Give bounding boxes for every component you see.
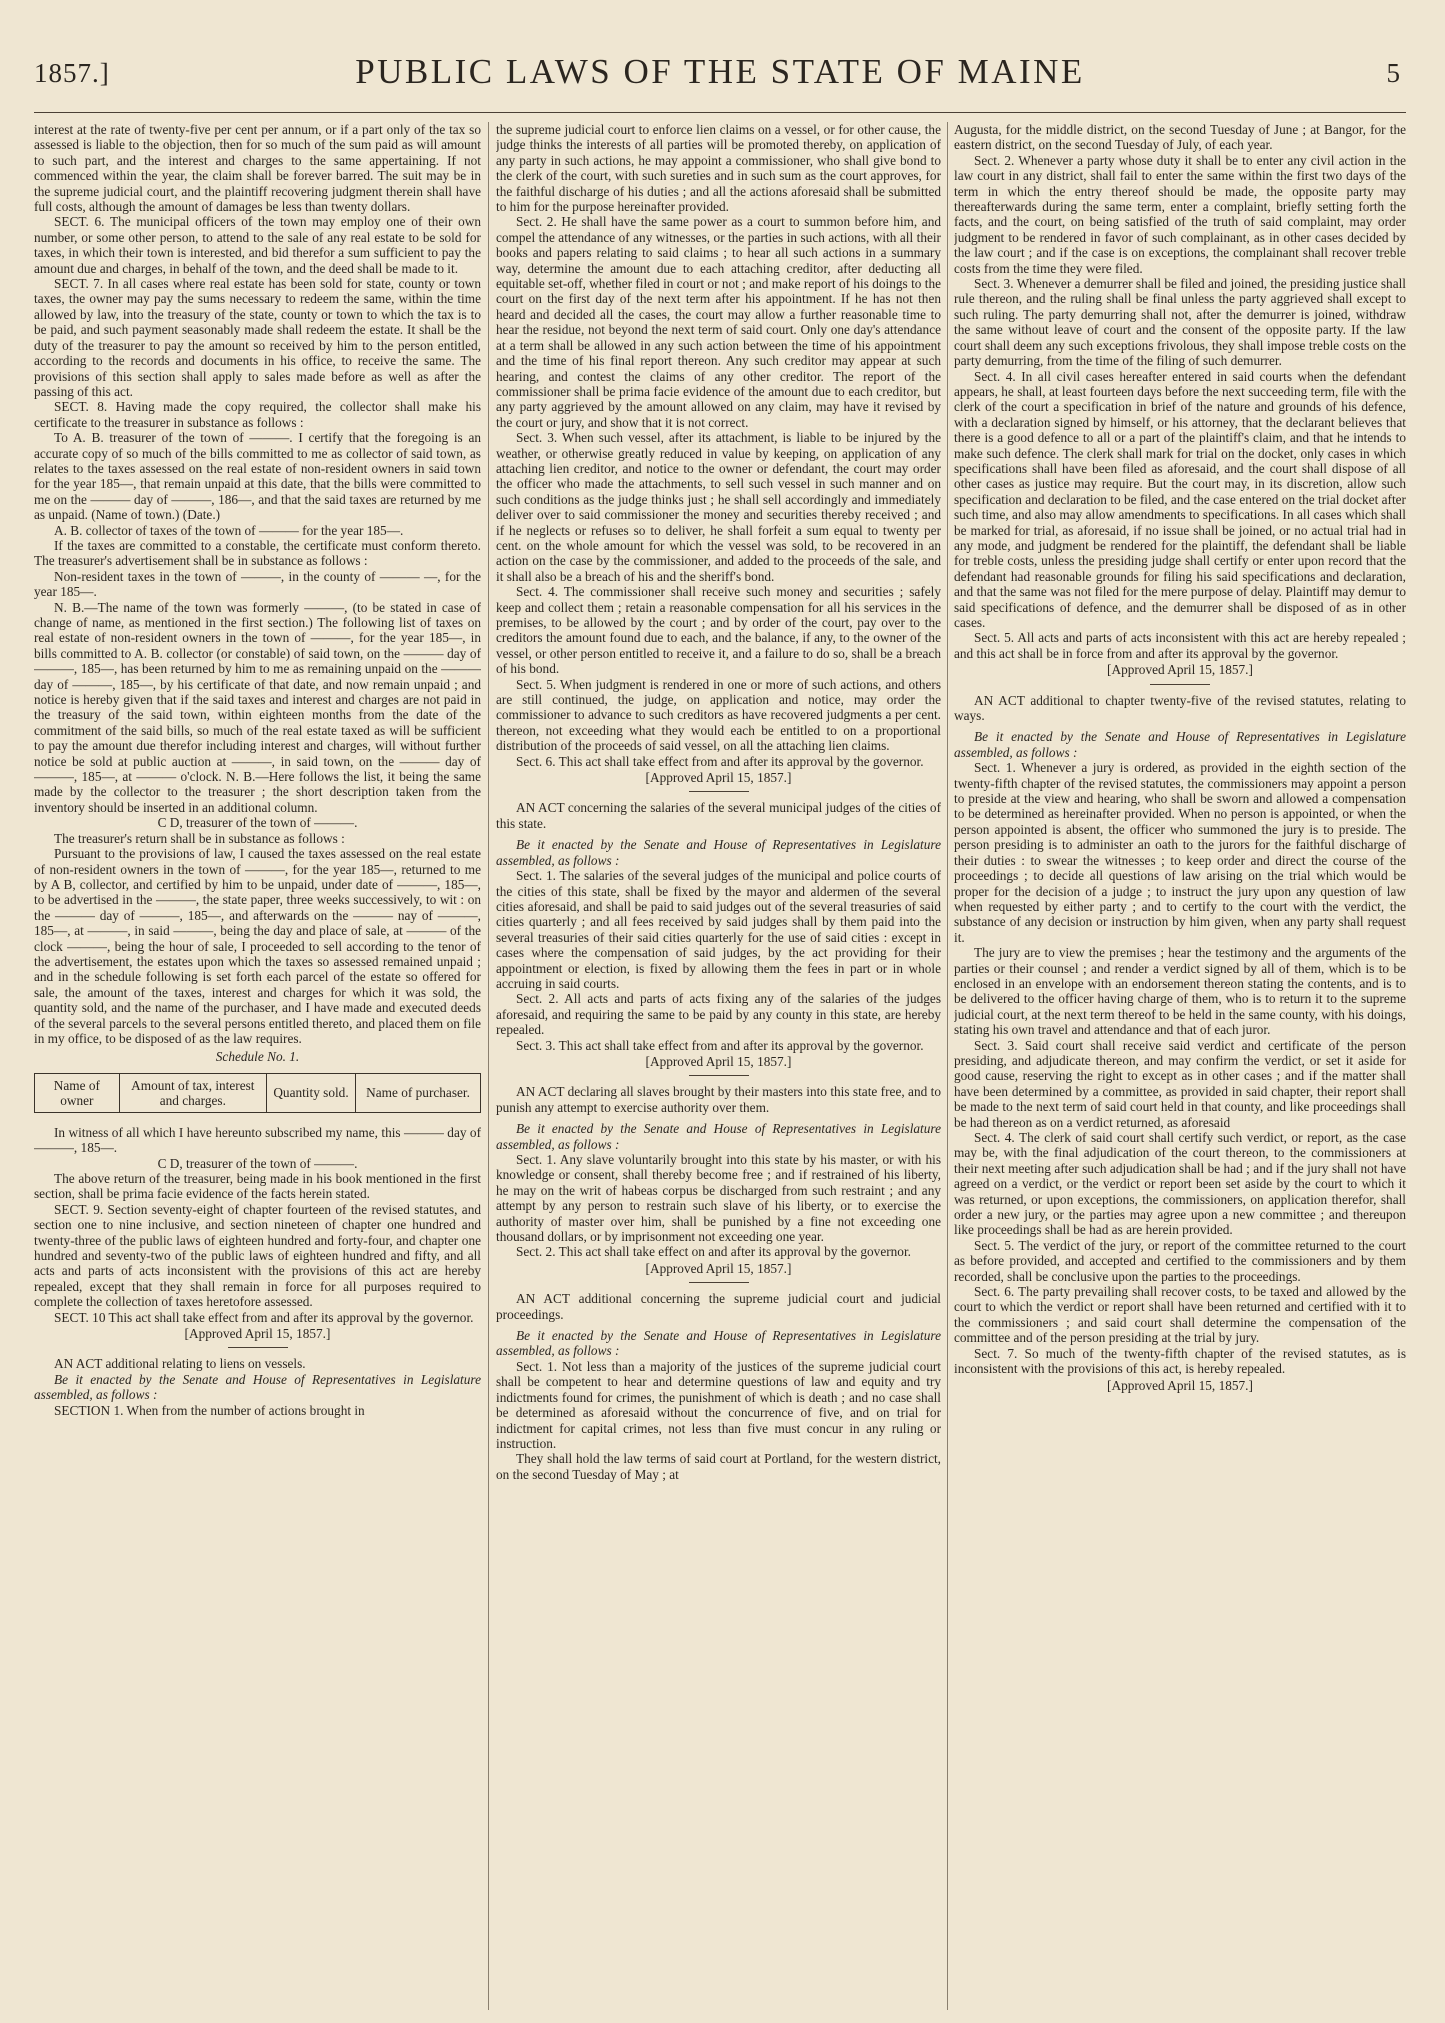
header-year: 1857.] (34, 58, 110, 88)
act-title: AN ACT additional relating to liens on vessels. (54, 1356, 306, 1372)
enacting-clause: Be it enacted by the Senate and House of Representatives in Legislature assembled, as follows : (954, 729, 1406, 760)
schedule-header-cell: Name of owner (35, 1073, 120, 1112)
paragraph: Sect. 1. Whenever a jury is ordered, as provided in the eighth section of the twenty-fifth chapter of the revised statutes, the commissioners may appoint a person to preside at the view and hearing, who shall be sworn and allowed a compensation to be determined as hereinafter provided. When no person is appointed, or when the person appointed is absent, the officer who summoned the jury is to preside. The person presiding is to administer an oath to the jurors for the faithful discharge of their duties : to swear the witnesses ; to keep order and direct the course of the proceedings ; to decide all questions of law arising on the trial which would be proper for the decision of a judge ; to instruct the jury upon any question of law when requested by either party ; and to certify to the court with the verdict, the substance of any decision or instruction by him given, when any party shall request it. (954, 760, 1406, 945)
schedule-header-cell: Quantity sold. (266, 1073, 355, 1112)
paragraph: They shall hold the law terms of said court at Portland, for the western district, on the second Tuesday of May ; at (496, 1451, 941, 1482)
paragraph: Sect. 2. This act shall take effect on and after its approval by the governor. (516, 1244, 911, 1260)
enacting-clause: Be it enacted by the Senate and House of Representatives in Legislature assembled, as follows : (496, 837, 941, 868)
paragraph: SECT. 6. The municipal officers of the town may employ one of their own number, or some other person, to attend to the sale of any real estate to be sold for taxes, in which their town is interested, and bid therefor a sum sufficient to pay the amount due and charges, in behalf of the town, and the deed shall be made to it. (34, 214, 481, 276)
paragraph: Sect. 3. Said court shall receive said verdict and certificate of the person presiding, and adjudicate thereon, and may confirm the verdict, or set it aside for good cause, reserving the right to except as in other cases ; and if the matter shall have been determined by a committee, as provided in said chapter, their report shall be made to the next term of said court held in that county, and like proceedings shall be had thereon as on a verdict returned, as aforesaid (954, 1037, 1406, 1130)
column-divider-2 (947, 122, 948, 2010)
enacting-clause: Be it enacted by the Senate and House of Representatives in Legislature assembled, as follows : (496, 1328, 941, 1359)
paragraph: Sect. 2. Whenever a party whose duty it shall be to enter any civil action in the law court in any district, shall fail to enter the same within the first two days of the term in which the entry thereof should be made, the opposite party may thereafterwards during the same term, enter a complaint, briefly setting forth the facts, and the court, on being satisfied of the truth of said complaint, may order judgment to be rendered in favor of such complainant, as in other cases decided by the law court ; and if the case is on exceptions, the complainant shall recover treble costs from the time they were filed. (954, 152, 1406, 276)
approval-date: [Approved April 15, 1857.] (1107, 662, 1253, 678)
paragraph: SECT. 10 This act shall take effect from and after its approval by the governor. (54, 1309, 474, 1325)
paragraph: A. B. collector of taxes of the town of ——— for the year 185—. (54, 522, 404, 538)
paragraph: Sect. 3. This act shall take effect from and after its approval by the governor. (516, 1037, 924, 1053)
section-rule (1150, 684, 1210, 685)
paragraph: Sect. 5. All acts and parts of acts inconsistent with this act are hereby repealed ; and this act shall be in force from and after its approval by the governor. (954, 630, 1406, 661)
paragraph: Sect. 1. Any slave voluntarily brought into this state by his master, or with his knowledge or consent, shall thereby become free ; and if restrained of his liberty, he may on the writ of habeas corpus be discharged from such restraint ; and any attempt by any person to restrain such slave of his liberty, or to exercise the authority of master over him, shall be punished by a fine not exceeding one thousand dollars, or by imprisonment not exceeding one year. (496, 1152, 941, 1245)
paragraph: Sect. 2. All acts and parts of acts fixing any of the salaries of the judges aforesaid, and requiring the same to be paid by any county in this state, are hereby repealed. (496, 991, 941, 1038)
approval-date: [Approved April 15, 1857.] (645, 770, 792, 786)
approval-date: [Approved April 15, 1857.] (184, 1326, 331, 1342)
paragraph: interest at the rate of twenty-five per cent per annum, or if a part only of the tax so assessed is liable to the objection, then for so much of the sum paid as will amount to such part, and the interest and charges to the same appertaining. If not commenced within the year, the claim shall be forever barred. The suit may be in the supreme judicial court, and the plaintiff recovering judgment therein shall have full costs, although the amount of damages be less than twenty dollars. (34, 122, 481, 215)
paragraph: SECT. 7. In all cases where real estate has been sold for state, county or town taxes, the owner may pay the sums necessary to redeem the same, within the time allowed by law, into the treasury of the state, county or town to which the tax is to be paid, and such payment seasonably made shall redeem the estate. It shall be the duty of the treasurer to pay the amount so received by him to the person entitled, according to the records and documents in his office, to receive the same. The provisions of this section shall apply to sales made before as well as after the passing of this act. (34, 276, 481, 399)
header-title: PUBLIC LAWS OF THE STATE OF MAINE (355, 52, 1085, 91)
paragraph: SECT. 8. Having made the copy required, the collector shall make his certificate to the treasurer in substance as follows : (34, 399, 481, 430)
paragraph: The jury are to view the premises ; hear the testimony and the arguments of the parties or their counsel ; and render a verdict signed by all of them, which is to be enclosed in an envelope with an endorsement thereon stating the contents, and is to be delivered to the officer having charge of them, who is to return it to the supreme judicial court, at the next term thereof to be held in the same county, with his doings, stating his own travel and attendance and that of each juror. (954, 945, 1406, 1038)
paragraph: To A. B. treasurer of the town of ———. I certify that the foregoing is an accurate copy of so much of the bills committed to me as collector of said town, as relates to the taxes assessed on the real estate of non-resident owners in said town for the year 185—, that remain unpaid at this date, that the bills were committed to me on the ——— day of ———, 186—, and that the said taxes are returned by me as unpaid. (Name of town.) (Date.) (34, 430, 481, 523)
paragraph: If the taxes are committed to a constable, the certificate must conform thereto. The treasurer's advertisement shall be in substance as follows : (34, 537, 481, 569)
schedule-header-row (35, 1073, 481, 1112)
schedule-table (34, 1073, 481, 1113)
paragraph: Sect. 5. The verdict of the jury, or report of the committee returned to the court as before provided, and accepted and certified to the commissioners and by them recorded, shall be conclusive upon the parties to the proceedings. (954, 1237, 1406, 1284)
column-divider-1 (488, 122, 489, 2010)
paragraph: The above return of the treasurer, being made in his book mentioned in the first section, shall be prima facie evidence of the facts herein stated. (34, 1171, 481, 1202)
schedule-header-cell: Amount of tax, interest and charges. (119, 1073, 266, 1112)
enacting-clause: Be it enacted by the Senate and House of Representatives in Legislature assembled, as follows : (34, 1371, 481, 1403)
paragraph: Sect. 6. The party prevailing shall recover costs, to be taxed and allowed by the court to which the verdict or report shall have been returned and certified with it to the commissioners ; and said court shall determine the compensation of the committee and of the person presiding at the trial by jury. (954, 1284, 1406, 1346)
paragraph: Sect. 6. This act shall take effect from and after its approval by the governor. (516, 753, 924, 769)
header-rule (34, 112, 1406, 113)
paragraph: SECT. 9. Section seventy-eight of chapter fourteen of the revised statutes, and section one to nine inclusive, and section nineteen of chapter one hundred and twenty-three of the public laws of eighteen hundred and forty-four, and chapter one hundred and seventy-two of the public laws of eighteen hundred and fifty, and all acts and parts of acts inconsistent with the provisions of this act are hereby repealed, except that they shall remain in force for all purposes required to complete the collection of taxes heretofore assessed. (34, 1201, 481, 1310)
column-1 (34, 122, 481, 2010)
paragraph: Sect. 4. The clerk of said court shall certify such verdict, or report, as the case may be, with the final adjudication of the court thereon, to the commissioners at their next meeting after such adjudication shall be had ; and if the jury shall not have agreed on a verdict, or the verdict or report been set aside by the court to which it was returned, or upon exceptions, the commissioners, on application therefor, shall order a new jury, or the parties may agree upon a new committee ; and thereupon like proceedings shall be had as are herein provided. (954, 1130, 1406, 1238)
enacting-clause: Be it enacted by the Senate and House of Representatives in Legislature assembled, as follows : (496, 1121, 941, 1152)
paragraph: SECTION 1. When from the number of actions brought in (54, 1402, 365, 1418)
paragraph: Sect. 7. So much of the twenty-fifth chapter of the revised statutes, as is inconsistent with the provisions of this act, is hereby repealed. (954, 1345, 1406, 1377)
act-title: AN ACT additional concerning the supreme judicial court and judicial proceedings. (496, 1291, 941, 1322)
paragraph: the supreme judicial court to enforce lien claims on a vessel, or for other cause, the judge thinks the interests of all parties will be promoted thereby, on application of any party in such actions, he may appoint a commissioner, who shall give bond to the clerk of the court, with such sureties and in such sum as the court approves, for the faithful discharge of his duties ; and all the actions aforesaid shall be submitted to him for the purpose hereinafter provided. (496, 122, 941, 215)
column-2 (496, 122, 941, 2010)
act-title: AN ACT concerning the salaries of the several municipal judges of the cities of this state. (496, 800, 941, 831)
paragraph: Sect. 4. The commissioner shall receive such money and securities ; safely keep and collect them ; retain a reasonable compensation for all his services in the premises, to be allowed by the court ; and by order of the court, pay over to the creditors the amount found due to each, and the balance, if any, to the owner of the vessel, or other person entitled to receive it, and a failure to do so, shall be a breach of his bond. (496, 584, 941, 677)
header-page-number: 5 (1386, 58, 1400, 88)
act-title: AN ACT declaring all slaves brought by their masters into this state free, and to punish any attempt to exercise authority over them. (496, 1084, 941, 1115)
approval-date: [Approved April 15, 1857.] (645, 1053, 792, 1069)
paragraph: Sect. 2. He shall have the same power as a court to summon before him, and compel the attendance of any witnesses, or the parties in such actions, with all their books and papers relating to said claims ; to hear all such actions in a summary way, determine the amount due to each attaching creditor, after deducting all equitable set-off, whether filed in court or not ; and make report of his doings to the court on the first day of the next term after his appointment. If he has not then heard and decided all the cases, the court may allow a further reasonable time to hear the residue, not beyond the next term of said court. Only one day's attendance at a term shall be allowed in any such action between the time of his appointment and the time of his final report thereon. Any such creditor may appear at such hearing, and contest the claims of any other creditor. The report of the commissioner shall be prima facie evidence of the amount due to each creditor, but any party aggrieved by the amount allowed on any claim, may have it revised by the court or jury, and show that it is not correct. (496, 214, 941, 430)
paragraph: Non-resident taxes in the town of ———, in the county of ——— —, for the year 185—. (34, 568, 481, 600)
paragraph: Sect. 1. The salaries of the several judges of the municipal and police courts of the cities of this state, shall be fixed by the mayor and aldermen of the several cities aforesaid, and shall be paid to said judges out of the several treasuries of said cities quarterly ; and all fees received by said judges shall by them paid into the several treasuries of their said cities quarterly for the use of said cities : except in cases where the compensation of said judges, by the act providing for their appointment or election, is fixed by allowing them the fees in part or in whole accruing in said courts. (496, 868, 941, 991)
section-rule (228, 1347, 288, 1348)
section-rule (689, 1282, 749, 1283)
paragraph: Sect. 3. Whenever a demurrer shall be filed and joined, the presiding justice shall rule thereon, and the ruling shall be final unless the party aggrieved shall except to such ruling. The party demurring shall not, after the demurrer is joined, withdraw the same without leave of court and the consent of the opposite party. If the law court shall deem any such exceptions frivolous, they shall impose treble costs on the party demurring, from the time of the filing of such demurrer. (954, 276, 1406, 369)
schedule-title: Schedule No. 1. (215, 1049, 300, 1065)
approval-date: [Approved April 15, 1857.] (645, 1260, 792, 1276)
schedule-header-cell: Name of purchaser. (356, 1073, 481, 1112)
signature-line: C D, treasurer of the town of ———. (157, 815, 358, 831)
page-header (34, 52, 1406, 98)
act-title: AN ACT additional to chapter twenty-five of the revised statutes, relating to ways. (954, 692, 1406, 724)
column-3 (954, 122, 1406, 2010)
approval-date: [Approved April 15, 1857.] (1107, 1377, 1253, 1393)
paragraph: Sect. 4. In all civil cases hereafter entered in said courts when the defendant appears, he shall, at least fourteen days before the next succeeding term, file with the clerk of the court a specification in brief of the nature and grounds of his defence, with a declaration signed by himself, or his attorney, that the declarant believes that there is a good defence to all or a part of the plaintiff's claim, and that he intends to make such defence. The clerk shall mark for trial on the docket, only cases in which specifications shall have been filed as aforesaid, and the court shall dispose of all other cases as justice may require. But the court may, in its discretion, allow such specification and declaration to be filed, and the case entered on the trial docket after such time, and also may allow amendments to specifications. In all cases which shall be marked for trial, as aforesaid, if no issue shall be joined, or no actual trial had in any mode, and judgment be rendered for the plaintiff, the defendant shall be liable for treble costs, unless the presiding judge shall certify or enter upon record that the defendant had reasonable grounds for filing his said specifications and declaration, and that the same was not filed for the mere purpose of delay. Plaintiff may demur to said specifications of defence, and the demurrer shall be disposed of as in other cases. (954, 368, 1406, 630)
paragraph: In witness of all which I have hereunto subscribed my name, this ——— day of ———, 185—. (34, 1124, 481, 1156)
paragraph: Augusta, for the middle district, on the second Tuesday of June ; at Bangor, for the eastern district, on the second Tuesday of July, of each year. (954, 122, 1406, 153)
paragraph: N. B.—The name of the town was formerly ———, (to be stated in case of change of name, as mentioned in the first section.) The following list of taxes on real estate of non-resident owners in the town of ———, for the year 185—, in bills committed to A. B. collector (or constable) of said town, on the ——— day of ———, 185—, has been returned by him to me as remaining unpaid on the ——— day of ———, 185—, by his certificate of that date, and now remain unpaid ; and notice is hereby given that if the said taxes and interest and charges are not paid in the treasury of the said town, within eighteen months from the date of the commitment of the said bills, so much of the real estate taxed as will be sufficient to pay the amount due therefor including interest and charges, will without further notice be sold at public auction at ———, in said town, on the ——— day of ———, 185—, at ——— o'clock. N. B.—Here follows the list, it being the same made by the collector to the treasurer ; the short description taken from the inventory should be inserted in an additional column. (34, 599, 481, 815)
paragraph: Pursuant to the provisions of law, I caused the taxes assessed on the real estate of non-resident owners in the town of ———, for the year 185—, returned to me by A B, collector, and certified by him to be unpaid, under date of ———, 185—, to be advertised in the ———, the state paper, three weeks successively, to wit : on the ——— day of ———, 185—, and afterwards on the ——— nay of ———, 185—, at ———, in said ———, being the day and place of sale, at ——— of the clock ———, being the hour of sale, I proceeded to sell according to the tenor of the advertisement, the estates upon which the taxes so assessed remained unpaid ; and in the schedule following is set forth each parcel of the estate so offered for sale, the amount of the taxes, interest and charges for which it was sold, the quantity sold, and the name of the purchaser, and I have made and executed deeds of the several parcels to the several persons entitled thereto, and placed them on file in my office, to be disposed of as the law requires. (34, 846, 481, 1046)
paragraph: Sect. 5. When judgment is rendered in one or more of such actions, and others are still continued, the judge, on application and notice, may order the commissioner to advance to such creditors as have recovered judgments a per cent. thereon, not exceeding what they would each be entitled to on a proportional distribution of the proceeds of said vessel, on all the attaching lien claims. (496, 676, 941, 754)
section-rule (689, 791, 749, 792)
signature-line: C D, treasurer of the town of ———. (157, 1155, 358, 1171)
section-rule (689, 1075, 749, 1076)
paragraph: The treasurer's return shall be in substance as follows : (54, 830, 345, 846)
paragraph: Sect. 3. When such vessel, after its attachment, is liable to be injured by the weather, or otherwise greatly reduced in value by keeping, on application of any attaching lien creditor, and notice to the owner or defendant, the court may order the officer who made the attachments, to sell such vessel in such manner and on such conditions as the judge thinks just ; he shall sell accordingly and immediately deliver over to said commissioner the money and securities thereby received ; and if he neglects or refuses so to deliver, he shall forfeit a sum equal to twenty per cent. on the whole amount for which the vessel was sold, to be recovered in an action on the case by the commissioner, and added to the proceeds of the sale, and it shall also be a breach of his and the sheriff's bond. (496, 430, 941, 584)
paragraph: Sect. 1. Not less than a majority of the justices of the supreme judicial court shall be competent to hear and determine questions of law and equity and try indictments found for crimes, the punishment of which is death ; and no case shall be determined as aforesaid without the concurrence of five, and on trial for indictment for capital crimes, not less than five must concur in any ruling or instruction. (496, 1358, 941, 1451)
